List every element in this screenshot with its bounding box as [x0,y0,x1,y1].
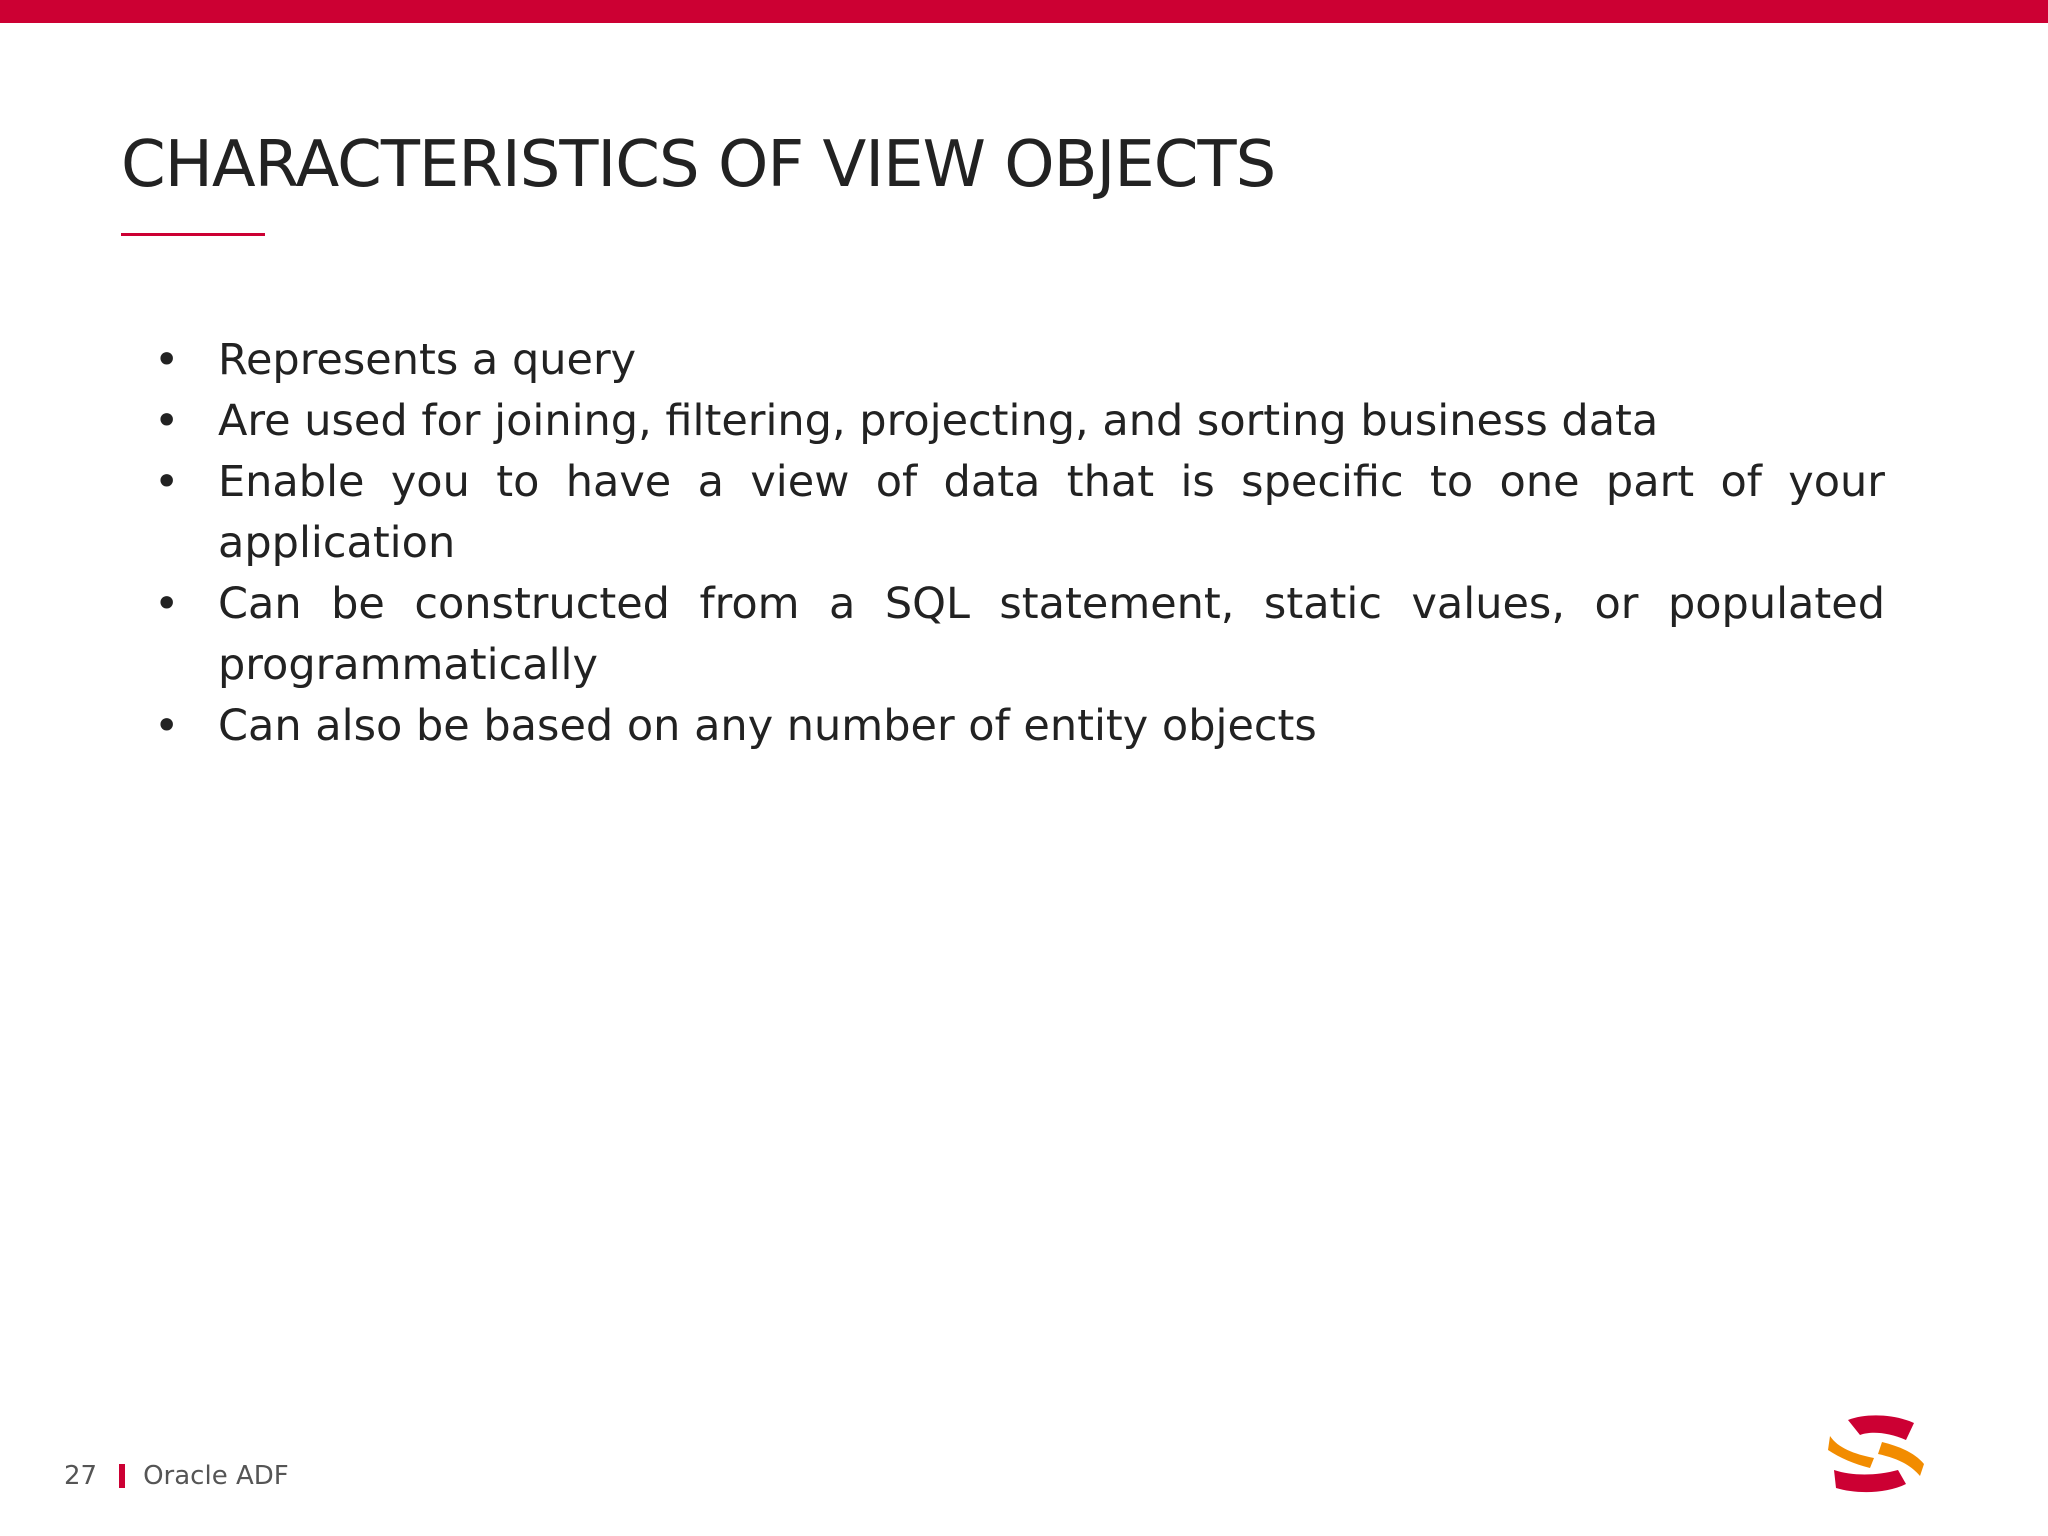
footer [64,1458,289,1494]
bullet-dot: • [154,457,180,507]
bullet-item [150,696,1885,757]
bullet-dot: • [154,579,180,629]
title-underline [121,233,265,236]
brand-s-logo-icon [1826,1414,1926,1494]
bullet-text: Are used for joining, filtering, projecting, and sorting business data [218,396,1659,446]
bullet-item [150,391,1885,452]
bullet-item [150,330,1885,391]
page-number: 27 [64,1461,98,1491]
bullet-dot: • [154,701,180,751]
bullet-dot: • [154,335,180,385]
bullet-dot: • [154,396,180,446]
course-name: Oracle ADF [143,1461,289,1491]
bullet-list [150,330,1885,757]
top-accent-bar [0,0,2048,23]
bullet-text: Represents a query [218,335,637,385]
slide-title: CHARACTERISTICS OF VIEW OBJECTS [121,128,1276,202]
bullet-text: Enable you to have a view of data that is specific to one part of your application [218,457,1885,568]
footer-separator [119,1464,125,1488]
bullet-item [150,574,1885,696]
bullet-item [150,452,1885,574]
bullet-text: Can be constructed from a SQL statement, static values, or populated programmatically [218,579,1885,690]
bullet-text: Can also be based on any number of entity objects [218,701,1317,751]
